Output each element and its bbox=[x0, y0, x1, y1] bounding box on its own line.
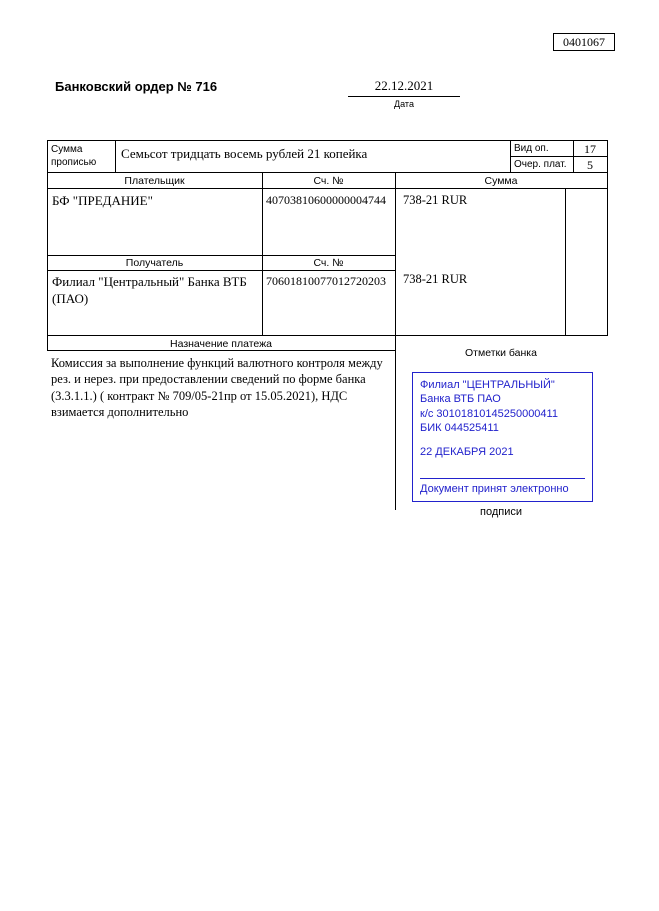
form-code-box bbox=[553, 33, 615, 51]
table-border bbox=[565, 188, 566, 335]
table-border bbox=[47, 335, 608, 336]
payment-priority-label: Очер. плат. bbox=[514, 159, 567, 170]
date-label: Дата bbox=[394, 99, 414, 109]
recipient-account-column-header: Сч. № bbox=[313, 257, 344, 269]
recipient-column-header: Получатель bbox=[125, 257, 184, 269]
bank-stamp bbox=[412, 372, 593, 502]
table-border bbox=[262, 172, 263, 335]
form-code: 0401067 bbox=[563, 34, 605, 49]
sum-column-header: Сумма bbox=[484, 175, 518, 187]
document-title: Банковский ордер № 716 bbox=[55, 79, 218, 94]
signatures-label: подписи bbox=[480, 506, 522, 518]
payer-name: БФ "ПРЕДАНИЕ" bbox=[52, 193, 153, 208]
table-border bbox=[607, 140, 608, 335]
payer-account: 40703810600000004744 bbox=[266, 193, 386, 207]
table-border bbox=[510, 140, 511, 172]
operation-type-label: Вид оп. bbox=[514, 143, 549, 154]
amount-in-words-label: Сумма прописью bbox=[51, 144, 97, 168]
payer-column-header: Плательщик bbox=[124, 175, 185, 187]
stamp-date: 22 ДЕКАБРЯ 2021 bbox=[420, 446, 514, 459]
date-underline bbox=[348, 96, 460, 97]
amount-in-words: Семьсот тридцать восемь рублей 21 копейка bbox=[121, 146, 368, 161]
stamp-corr-account: к/с 30101810145250000411 bbox=[420, 407, 558, 420]
table-border bbox=[47, 270, 396, 271]
payer-amount: 738-21 RUR bbox=[403, 193, 468, 207]
stamp-bik: БИК 044525411 bbox=[420, 421, 499, 434]
stamp-footer: Документ принят электронно bbox=[420, 478, 585, 496]
table-border bbox=[395, 172, 396, 510]
recipient-amount: 738-21 RUR bbox=[403, 272, 468, 286]
table-border bbox=[47, 350, 396, 351]
table-border bbox=[47, 172, 608, 173]
recipient-account: 70601810077012720203 bbox=[266, 274, 386, 288]
table-border bbox=[47, 188, 608, 189]
table-border bbox=[47, 255, 396, 256]
bank-marks-header: Отметки банка bbox=[465, 347, 537, 359]
table-border bbox=[115, 140, 116, 172]
purpose-header: Назначение платежа bbox=[170, 338, 272, 350]
payment-priority-value: 5 bbox=[587, 158, 593, 172]
payer-account-column-header: Сч. № bbox=[313, 175, 344, 187]
table-border bbox=[47, 140, 608, 141]
stamp-bank-name: Филиал "ЦЕНТРАЛЬНЫЙ" Банка ВТБ ПАО bbox=[420, 379, 555, 406]
table-border bbox=[47, 140, 48, 350]
recipient-name: Филиал "Центральный" Банка ВТБ (ПАО) bbox=[52, 274, 247, 306]
operation-type-value: 17 bbox=[584, 142, 596, 156]
purpose-text: Комиссия за выполнение функций валютного контроля между рез. и нерез. при предоставлении сведений по форме банка (3.3.1.1.) ( контракт № 709/05-21пр от 15.05.2021), НДС взимается дополнительно bbox=[51, 356, 383, 419]
date-value: 22.12.2021 bbox=[374, 78, 434, 93]
